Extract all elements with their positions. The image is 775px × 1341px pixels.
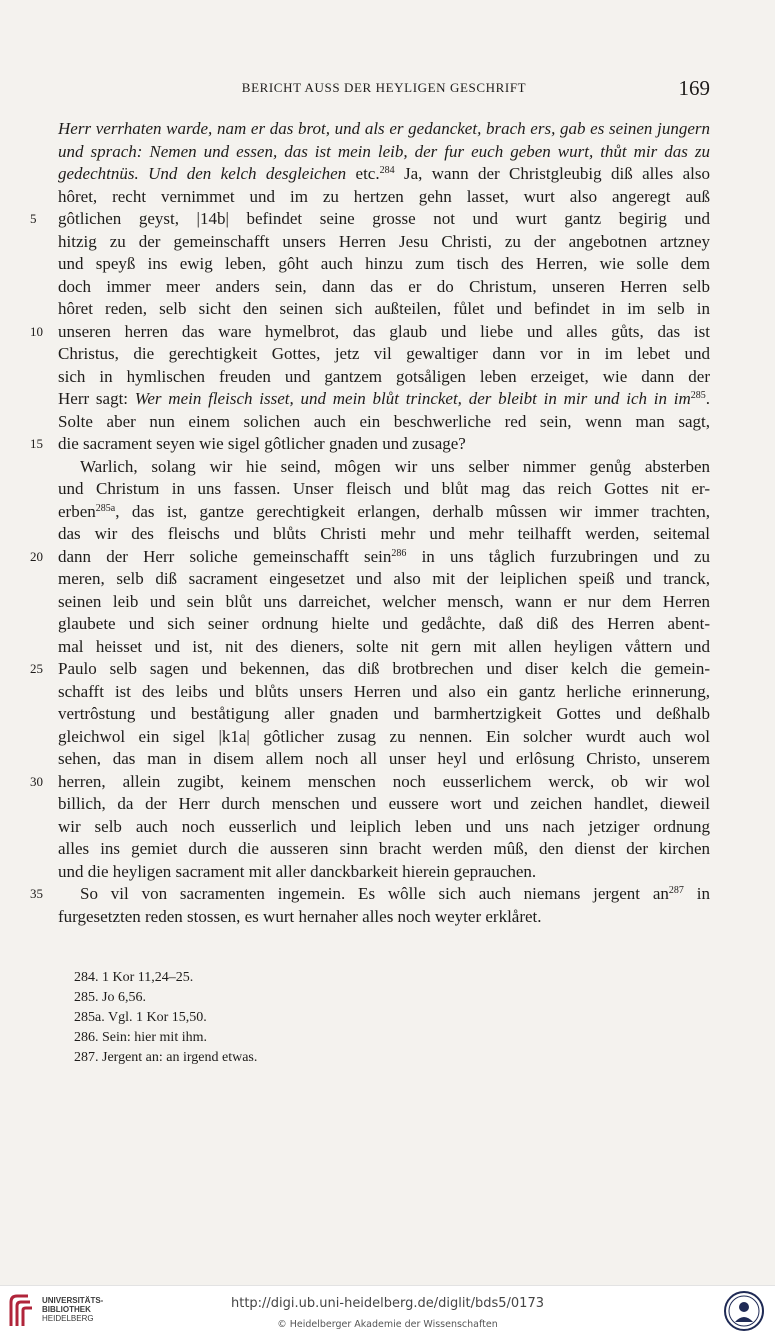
footnote-ref[interactable]: 287 [668, 885, 684, 896]
footnote-ref[interactable]: 285a [95, 502, 116, 514]
text-line: hôret, recht vernimmet und im zu hertzen gehn lasset, wurt also angeregt auß [58, 186, 710, 206]
text-line: gedechtnüs. Und den kelch desgleichen etc.$^{284}$ Ja, wann der Christgleubig diß alles also [58, 164, 710, 183]
page-number: 169 [678, 76, 710, 100]
text-line: hitzig zu der gemeinschafft unsers Herren Jesu Christi, zu der angebotnen artzney [58, 231, 710, 251]
text-line: 5 gôtlichen geyst, |14b| befindet seine grosse not und wurt gantz begirig und [58, 208, 710, 231]
page-header [58, 76, 710, 100]
text-line: wir selb auch noch eusserlich und leiplich leben und uns nach jetziger ordnung [58, 816, 710, 836]
text-line: gleichwol ein sigel |k1a| gôtlicher zusag zu nennen. Ein solcher wurdt auch wol [58, 726, 710, 746]
text-line: das wir des fleischs und blůts Christi mehr und mehr teilhafft werden, seitemal [58, 524, 710, 543]
footnote: 285a. Vgl. 1 Kor 15,50. [74, 1010, 207, 1025]
text-line: Solte aber nun einem solichen auch ein beschwerliche red sein, wenn man sagt, [58, 411, 710, 431]
text-line: vertrôstung und beståtigung aller gnaden und barmhertzigkeit Gottes und deßhalb [58, 704, 710, 723]
library-name: UNIVERSITÄTS- BIBLIOTHEK HEIDELBERG [42, 1296, 104, 1323]
main-text [30, 118, 710, 928]
footnote: 284. 1 Kor 11,24–25. [74, 970, 194, 985]
copyright-notice: © Heidelberger Akademie der Wissenschaften [277, 1319, 498, 1330]
line-number: 5 [30, 211, 37, 226]
text-line: sich in hymlischen freuden und gantzem gotsåligen leben erzeiget, wie dann der [58, 366, 710, 386]
text-line: 10 unseren herren das ware hymelbrot, das glaub und liebe und alles gůts, das ist [58, 321, 710, 344]
text-line: furgesetzten reden stossen, es wurt hernaher alles noch weyter erklåret. [58, 906, 542, 926]
line-number: 20 [30, 548, 43, 564]
footnote: 286. Sein: hier mit ihm. [74, 1030, 207, 1045]
footnote: 285. Jo 6,56. [74, 990, 146, 1005]
text-line: seinen leib und sein blůt uns darreichet, welcher mensch, wann er nur dem Herren [58, 591, 710, 611]
footnote-ref[interactable]: 286 [391, 547, 407, 559]
line-number: 15 [30, 436, 43, 451]
permalink-url[interactable]: http://digi.ub.uni-heidelberg.de/diglit/bds5/0173 [230, 1296, 544, 1311]
line-number: 25 [30, 661, 43, 676]
academy-seal-icon [723, 1290, 765, 1332]
text-line: alles ins gemiet durch die ausseren sinn bracht werden mûß, den dienst der kirchen [58, 839, 710, 858]
text-line: Herr verrhaten warde, nam er das brot, und als er gedancket, brach ers, gab es seinen jungern [58, 119, 710, 138]
text-line: 30 herren, allein zugibt, keinem menschen noch eusserlichem werck, ob wir wol [58, 771, 710, 794]
line-number: 10 [30, 323, 43, 339]
text-line: 15 die sacrament seyen wie sigel gôtlicher gnaden und zusage? [58, 433, 710, 456]
footnote-ref[interactable]: 284 [379, 165, 395, 176]
text-line: meren, selb diß sacrament eingesetzet und also mit der leiplichen speiß und tranck, [58, 569, 710, 588]
footnote-ref[interactable]: 285 [690, 390, 706, 401]
text-line: Herr sagt: Wer mein fleisch isset, und mein blůt trincket, der bleibt in mir und ich in $im^{285}$. [58, 389, 710, 408]
text-line: und Christum in uns fassen. Unser fleisch und blůt mag das reich Gottes nit er- [58, 479, 710, 498]
text-line: und die heyligen sacrament mit aller danckbarkeit hierein geprauchen. [58, 861, 537, 881]
text-line: 35 So vil von sacramenten ingemein. Es wôlle sich auch niemans jergent $an^{287}$ in [58, 883, 710, 906]
text-line: 25 Paulo selb sagen und bekennen, das diß brotbrechen und diser kelch die gemein- [58, 658, 710, 681]
line-number: 35 [30, 886, 43, 901]
text-line: Christus, die gerechtigkeit Gottes, jetz vil gewaltiger dann vor in im lebet und [58, 344, 710, 363]
text-line: Warlich, solang wir hie seind, môgen wir uns selber nimmer genůg absterben [80, 456, 710, 476]
text-line: und sprach: Nemen und essen, das ist mein leib, der fur euch geben wurt, thůt mir das zu [58, 141, 710, 161]
text-line: 20 dann der Herr soliche gemeinschafft sein$^{286}$ in uns tåglich furzubringen und zu [58, 546, 710, 569]
text-line: hôret reden, selb sicht den seinen sich außteilen, fůlet und befindet in im selb in [58, 299, 710, 318]
text-line: billich, da der Herr durch menschen und eussere wort und zeichen handlet, dieweil [58, 794, 710, 813]
text-line: doch immer meer anders sein, dann das er do Christum, unseren Herren selb [58, 276, 710, 296]
running-title: BERICHT AUSS DER HEYLIGEN GESCHRIFT [241, 80, 527, 95]
text-line: mal heisset und ist, nit des dieners, solte nit gern mit allen heyligen våttern und [58, 636, 710, 656]
footnotes [74, 968, 674, 1068]
text-line: glaubete und sich seiner ordnung hielte und gedåchte, daß diß des Herren abent- [58, 614, 710, 633]
viewer-footer [0, 1285, 775, 1341]
footnote: 287. Jergent an: an irgend etwas. [74, 1050, 258, 1065]
text-line: erben$^{285a}$, das ist, gantze gerechtigkeit erlangen, derhalb mûssen wir immer trachten, [58, 501, 710, 521]
text-line: sehen, das man in disem allem noch all unser heyl und erlôsung Christo, unserem [58, 749, 710, 768]
text-line: und speyß ins ewig leben, gôht auch hinzu zum tisch des Herren, wie solle dem [58, 254, 710, 273]
line-number: 30 [30, 773, 43, 789]
text-line: schafft ist des leibs und blůts unsers Herren und also ein gantz herliche erinnerung, [58, 681, 710, 701]
